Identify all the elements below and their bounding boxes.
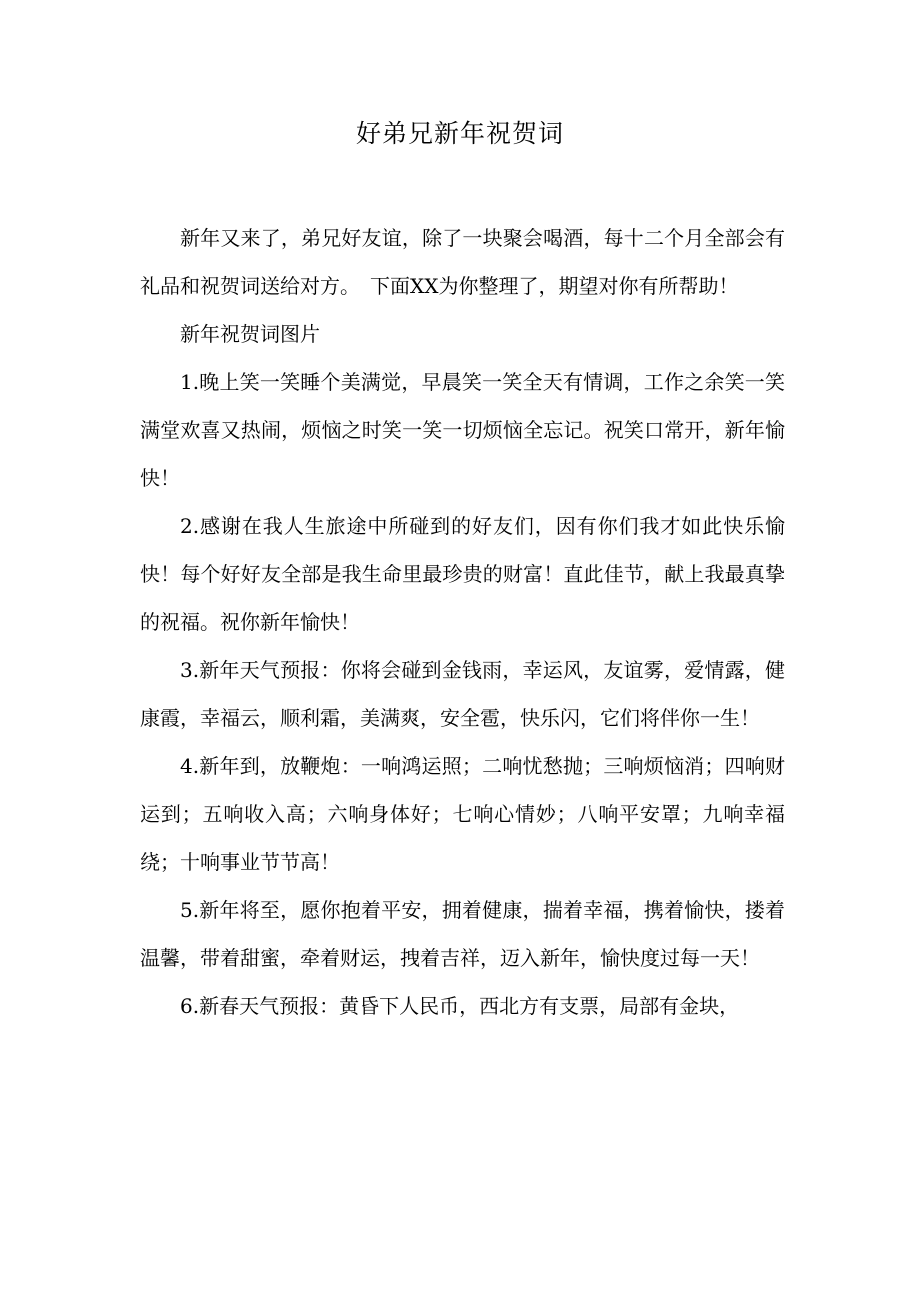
- paragraph-item-2: 2.感谢在我人生旅途中所碰到的好友们，因有你们我才如此快乐愉快！每个好好友全部是我生命里最珍贵的财富！直此佳节，献上我最真挚的祝福。祝你新年愉快！: [140, 514, 785, 634]
- paragraph-item-5: 5.新年将至，愿你抱着平安，拥着健康，揣着幸福，携着愉快，搂着温馨，带着甜蜜，牵着财运，拽着吉祥，迈入新年，愉快度过每一天！: [140, 898, 785, 970]
- paragraph-intro: 新年又来了，弟兄好友谊，除了一块聚会喝酒，每十二个月全部会有礼品和祝贺词送给对方。 下面XX为你整理了，期望对你有所帮助！: [140, 226, 785, 298]
- paragraph-item-4: 4.新年到，放鞭炮：一响鸿运照；二响忧愁抛；三响烦恼消；四响财运到；五响收入高；六响身体好；七响心情妙；八响平安罩；九响幸福绕；十响事业节节高！: [140, 754, 785, 874]
- document-title: 好弟兄新年祝贺词: [355, 119, 564, 148]
- paragraph-subheading: 新年祝贺词图片: [180, 322, 320, 346]
- document-body: [140, 214, 785, 1030]
- paragraph-item-3: 3.新年天气预报：你将会碰到金钱雨，幸运风，友谊雾，爱情露，健康霞，幸福云，顺利霜，美满爽，安全雹，快乐闪，它们将伴你一生！: [140, 658, 785, 730]
- paragraph-item-6: 6.新春天气预报：黄昏下人民币，西北方有支票，局部有金块，: [180, 994, 740, 1018]
- paragraph-item-1: 1.晚上笑一笑睡个美满觉，早晨笑一笑全天有情调，工作之余笑一笑满堂欢喜又热闹，烦恼之时笑一笑一切烦恼全忘记。祝笑口常开，新年愉快！: [140, 370, 785, 490]
